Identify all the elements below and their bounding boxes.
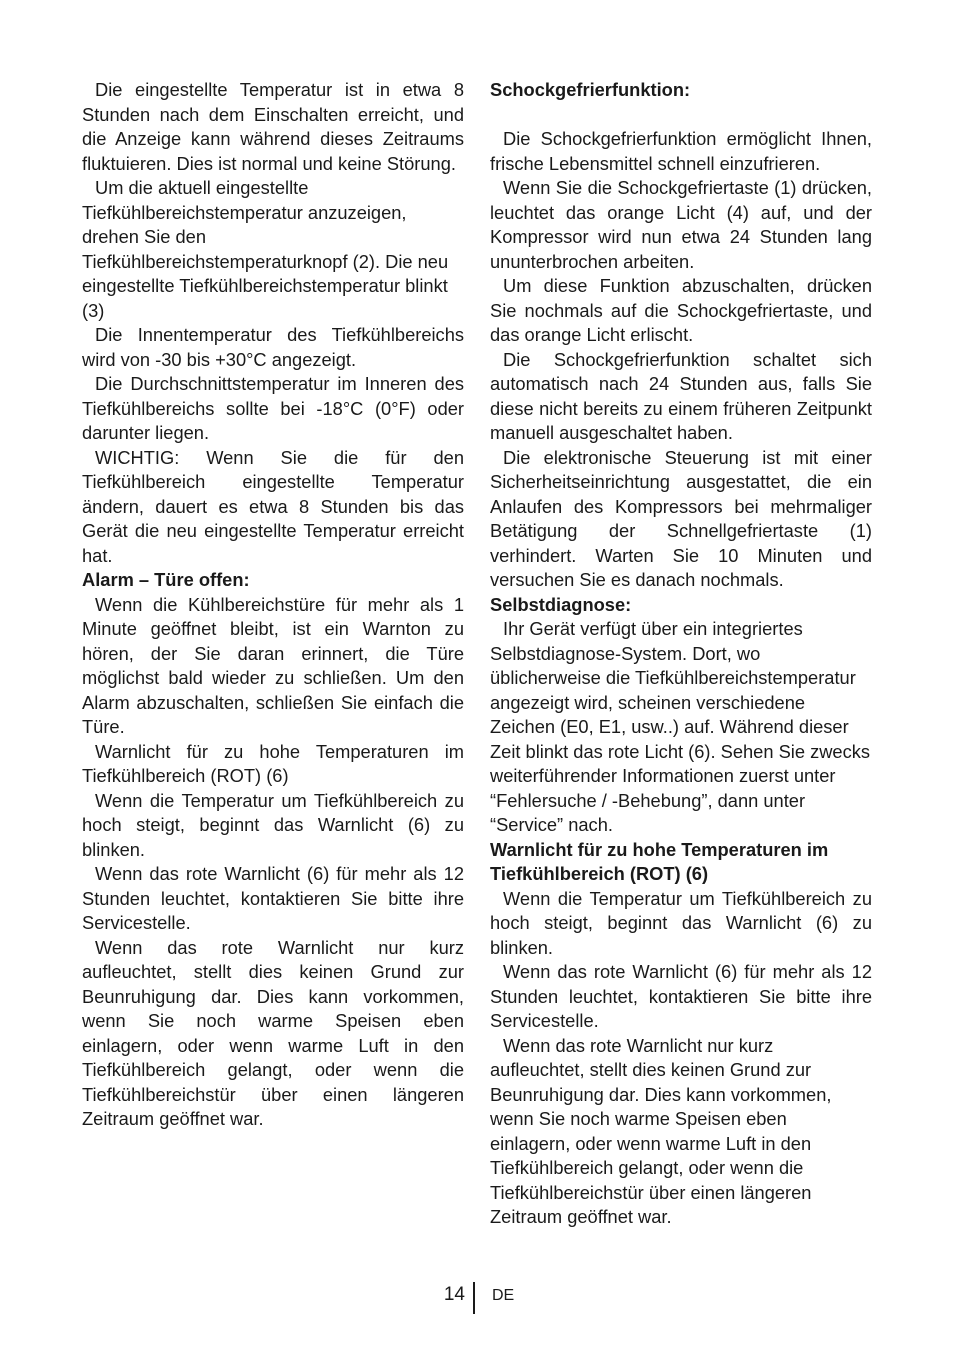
footer-divider xyxy=(473,1282,475,1314)
heading-shock-freeze: Schockgefrierfunktion: xyxy=(490,79,691,100)
heading-door-alarm: Alarm – Türe offen: xyxy=(82,569,250,590)
paragraph-electronic-control: Die elektronische Steuerung ist mit einer Sicherheitseinrichtung ausgestattet, die ein Anlaufen des Kompressors bei mehrmaliger Betätigung der Schnellgefriertaste (1) verhindert. Warten Sie 10 Minuten und versuchen Sie es danach nochmals. xyxy=(490,446,872,590)
paragraph-warning-light-short: Wenn das rote Warnlicht nur kurz aufleuchtet, stellt dies keinen Grund zur Beunruhigung dar. Dies kann vorkommen, wenn Sie noch warme Speisen eben einlagern, oder wenn warme Luft in den Tiefkühlbereich gelangt, oder wenn die Tiefkühlbereichstür über einen längeren Zeitraum geöffnet war. xyxy=(82,936,464,1129)
spacer xyxy=(490,103,872,128)
paragraph-door-alarm: Wenn die Kühlbereichstüre für mehr als 1 Minute geöffnet bleibt, ist ein Warnton zu hören, der Sie daran erinnert, die Türe möglichst bald wieder zu schließen. Um den Alarm abzuschalten, schließen Sie einfach die Türe. xyxy=(82,593,464,737)
paragraph-important-note: WICHTIG: Wenn Sie die für den Tiefkühlbereich eingestellte Temperatur ändern, dauert es etwa 8 Stunden bis das Gerät die neu eingestellte Temperatur erreicht hat. xyxy=(82,446,464,566)
paragraph-shock-freeze-button: Wenn Sie die Schockgefriertaste (1) drücken, leuchtet das orange Licht (4) auf, und der Kompressor wird nun etwa 24 Stunden lang ununterbrochen arbeiten. xyxy=(490,177,872,272)
paragraph-show-set-temperature: Um die aktuell eingestellte Tiefkühlbereichstemperatur anzuzeigen, drehen Sie den Tiefkühlbereichstemperaturknopf (2). Die neu eingestellte Tiefkühlbereichstemperatur blinkt (3) xyxy=(82,177,449,321)
paragraph-temperature-reached: Die eingestellte Temperatur ist in etwa 8 Stunden nach dem Einschalten erreicht, und die Anzeige kann während dieses Zeitraums fluktuieren. Dies ist normal und keine Störung. xyxy=(82,79,464,174)
left-column xyxy=(82,78,464,1132)
paragraph-warning-light-blink: Wenn die Temperatur um Tiefkühlbereich zu hoch steigt, beginnt das Warnlicht (6) zu blinken. xyxy=(82,789,464,860)
heading-warning-light: Warnlicht für zu hohe Temperaturen im Tiefkühlbereich (ROT) (6) xyxy=(490,838,829,884)
paragraph-average-temperature: Die Durchschnittstemperatur im Inneren des Tiefkühlbereichs sollte bei -18°C (0°F) oder darunter liegen. xyxy=(82,373,464,443)
paragraph-temperature-range: Die Innentemperatur des Tiefkühlbereichs wird von -30 bis +30°C angezeigt. xyxy=(82,324,464,370)
heading-self-diagnosis: Selbstdiagnose: xyxy=(490,593,632,615)
paragraph-warning-light-short-right: Wenn das rote Warnlicht nur kurz aufleuchtet, stellt dies keinen Grund zur Beunruhigung dar. Dies kann vorkommen, wenn Sie noch warme Speisen eben einlagern, oder wenn warme Luft in den Tiefkühlbereich gelangt, oder wenn die Tiefkühlbereichstür über einen längeren Zeitraum geöffnet war. xyxy=(490,1034,832,1227)
paragraph-warning-light-service: Wenn das rote Warnlicht (6) für mehr als 12 Stunden leuchtet, kontaktieren Sie bitte ihre Servicestelle. xyxy=(82,863,464,933)
page-footer xyxy=(0,1280,954,1314)
paragraph-shock-freeze-off: Um diese Funktion abzuschalten, drücken Sie nochmals auf die Schockgefriertaste, und das orange Licht erlischt. xyxy=(490,275,872,345)
paragraph-warning-light-blink-right: Wenn die Temperatur um Tiefkühlbereich zu hoch steigt, beginnt das Warnlicht (6) zu blinken. xyxy=(490,887,872,958)
page-number: 14 xyxy=(443,1284,465,1305)
right-column xyxy=(490,78,872,1230)
paragraph-shock-freeze-intro: Die Schockgefrierfunktion ermöglicht Ihnen, frische Lebensmittel schnell einzufrieren. xyxy=(490,128,872,174)
paragraph-warning-light-service-right: Wenn das rote Warnlicht (6) für mehr als 12 Stunden leuchtet, kontaktieren Sie bitte ihre Servicestelle. xyxy=(490,961,872,1031)
paragraph-warning-light-title: Warnlicht für zu hohe Temperaturen im Tiefkühlbereich (ROT) (6) xyxy=(82,740,464,786)
paragraph-self-diagnosis: Ihr Gerät verfügt über ein integriertes Selbstdiagnose-System. Dort, wo üblicherweise die Tiefkühlbereichstemperatur angezeigt wird, scheinen verschiedene Zeichen (E0, E1, usw..) auf. Während dieser Zeit blinkt das rote Licht (6). Sehen Sie zwecks weiterführender Informationen zuerst unter “Fehlersuche / -Behebung”, dann unter “Service” nach. xyxy=(490,618,871,835)
language-label: DE xyxy=(492,1287,515,1304)
paragraph-shock-freeze-auto-off: Die Schockgefrierfunktion schaltet sich automatisch nach 24 Stunden aus, falls Sie diese nicht bereits zu einem früheren Zeitpunkt manuell ausgeschaltet haben. xyxy=(490,348,872,443)
